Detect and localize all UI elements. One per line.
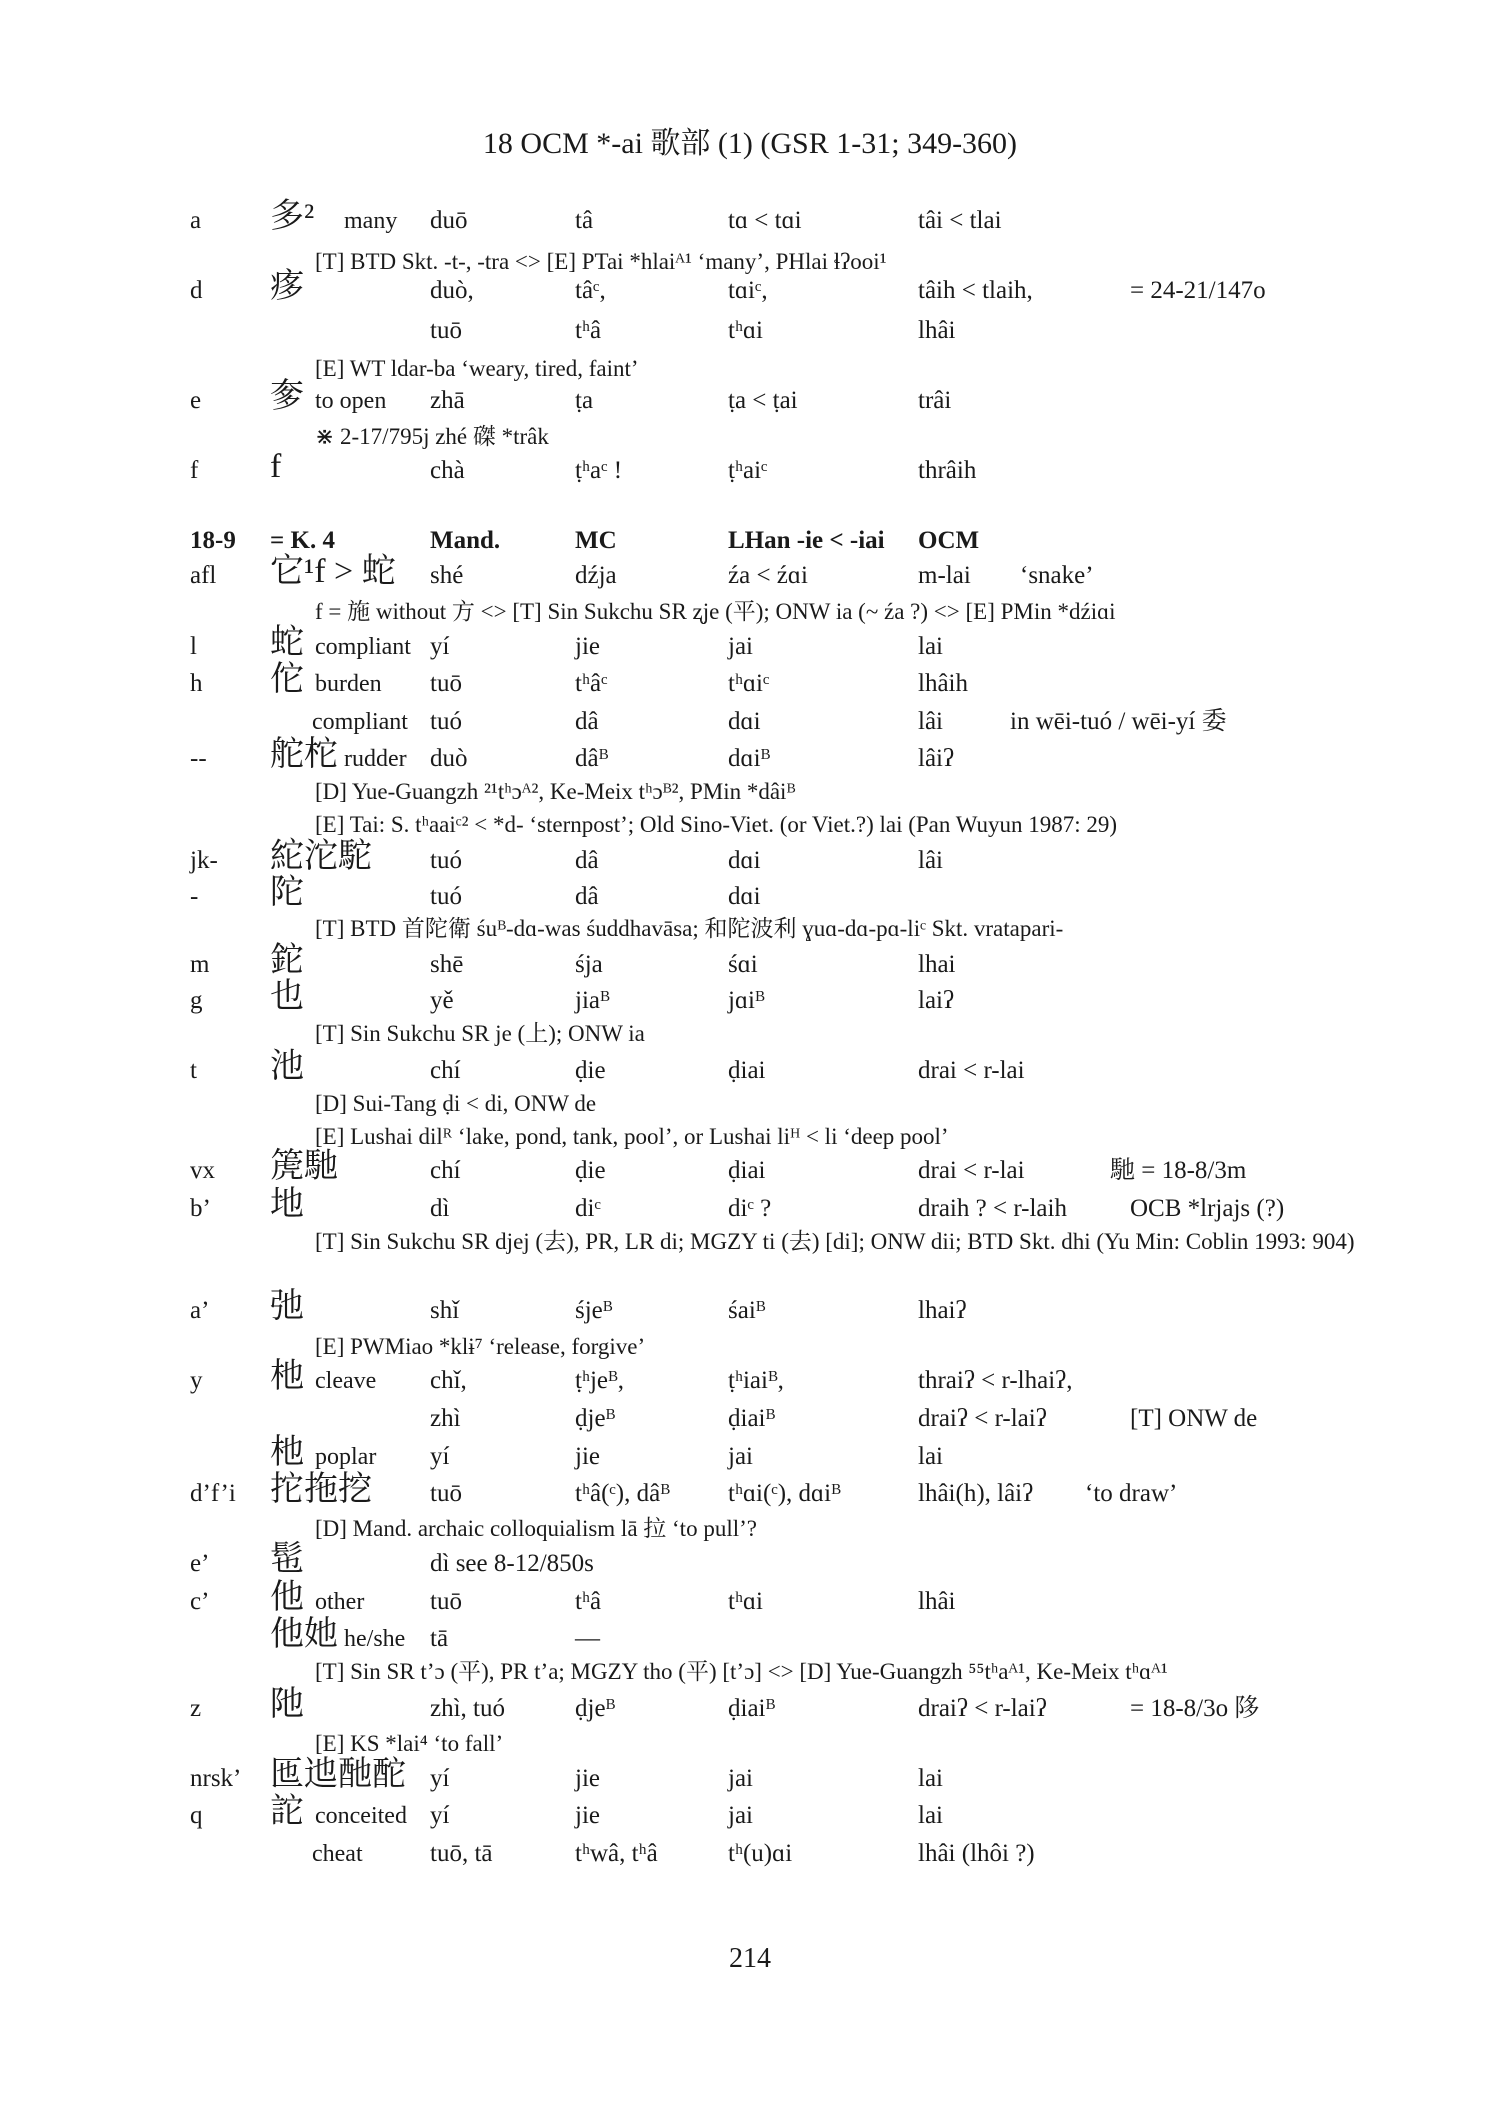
- entry-row: [0, 1471, 1500, 1513]
- entry-mand: tuō: [430, 317, 462, 344]
- entry-note: [T] Sin Sukchu SR je (上); ONW ia: [315, 1021, 645, 1046]
- entry-ocm: m-lai: [918, 562, 971, 589]
- entry-mand: shǐ: [430, 1297, 460, 1324]
- entry-id: nrsk’: [190, 1765, 242, 1792]
- entry-row: [0, 1434, 1500, 1476]
- entry-mc: tʰâ: [575, 1588, 602, 1615]
- entry-note: [D] Mand. archaic colloquialism lā 拉 ‘to pull’?: [315, 1516, 757, 1541]
- entry-mand: dì see 8-12/850s: [430, 1550, 594, 1577]
- entry-mand: duò,: [430, 277, 474, 304]
- entry-row: [0, 312, 1500, 350]
- entry-mc: tâᶜ,: [575, 277, 606, 304]
- entry-ocm: lhâih: [918, 670, 968, 697]
- entry-id: f: [190, 457, 199, 484]
- entry-ch: 杝: [270, 1358, 304, 1395]
- entry-ocm: OCM: [918, 527, 980, 554]
- entry-ch: 拕拖挖: [270, 1471, 372, 1508]
- entry-ch: 它¹f > 蛇: [270, 553, 396, 590]
- entry-row: [0, 1148, 1500, 1190]
- entry-id: q: [190, 1802, 203, 1829]
- entry-row: [0, 978, 1500, 1020]
- entry-mc: ḍie: [575, 1057, 606, 1084]
- entry-id: z: [190, 1695, 202, 1722]
- entry-lhan: ḍiaiᴮ: [728, 1405, 776, 1432]
- entry-row: [0, 703, 1500, 741]
- entry-lhan: diᶜ ?: [728, 1195, 772, 1222]
- entry-mc: dâᴮ: [575, 745, 609, 772]
- entry-mc: ṭʰjeᴮ,: [575, 1367, 624, 1394]
- entry-row: [0, 1835, 1500, 1873]
- entry-mand: yí: [430, 1802, 450, 1829]
- entry-note: [T] Sin Sukchu SR djej (去), PR, LR di; MGZY ti (去) [di]; ONW dii; BTD Skt. dhi (Yu Min: Coblin 1993: 904): [315, 1229, 1355, 1254]
- entry-lhan: dɑi: [728, 847, 761, 874]
- entry-row: [0, 1358, 1500, 1400]
- entry-ch: 池: [270, 1048, 304, 1085]
- entry-mand: tuó: [430, 883, 462, 910]
- entry-ch: 蛇: [270, 624, 304, 661]
- entry-row: [0, 1616, 1500, 1658]
- page-number: 214: [729, 1943, 771, 1974]
- entry-mc: ḍjeᴮ: [575, 1695, 616, 1722]
- entry-gl: poplar: [315, 1444, 377, 1470]
- entry-row: [0, 1579, 1500, 1621]
- entry-note: [T] BTD Skt. -t-, -tra <> [E] PTai *hlaiᴬ¹ ‘many’, PHlai ɬʔooi¹: [315, 249, 887, 274]
- entry-mand: zhā: [430, 387, 465, 414]
- entry-id: afl: [190, 562, 217, 589]
- entry-note: [D] Yue-Guangzh ²¹tʰɔᴬ², Ke-Meix tʰɔᴮ², PMin *dâiᴮ: [315, 779, 796, 804]
- entry-mc: —: [575, 1625, 600, 1652]
- entry-xref: ‘to draw’: [1085, 1480, 1178, 1507]
- entry-row: [0, 838, 1500, 880]
- entry-lhan: tɑ < tɑi: [728, 207, 802, 234]
- entry-lhan: ṭʰaiᶜ: [728, 457, 768, 484]
- entry-row: [0, 378, 1500, 420]
- entry-mc: ḍie: [575, 1157, 606, 1184]
- entry-lhan: jɑiᴮ: [728, 987, 765, 1014]
- entry-gl: cleave: [315, 1368, 377, 1394]
- entry-ch: 他: [270, 1579, 304, 1616]
- entry-gl: many: [344, 208, 398, 234]
- entry-id: c’: [190, 1588, 210, 1615]
- page-header: 18 OCM *-ai 歌部 (1) (GSR 1-31; 349-360): [482, 127, 1018, 160]
- entry-mand: tuó: [430, 847, 462, 874]
- entry-lhan: ḍiaiᴮ: [728, 1695, 776, 1722]
- entry-ch: 阤: [270, 1686, 304, 1723]
- entry-mc: dźja: [575, 562, 617, 589]
- entry-ocm: drai < r-lai: [918, 1057, 1025, 1084]
- entry-ocm: thraiʔ < r-lhaiʔ,: [918, 1367, 1073, 1394]
- entry-mc: tʰwâ, tʰâ: [575, 1840, 658, 1867]
- entry-ocm: lhâi: [918, 317, 956, 344]
- entry-ocm: lhaiʔ: [918, 1297, 967, 1324]
- entry-row: [0, 1756, 1500, 1798]
- entry-gl: rudder: [344, 746, 407, 772]
- entry-lhan: jai: [728, 1765, 753, 1792]
- entry-gl: conceited: [315, 1803, 407, 1829]
- entry-note: [T] Sin SR t’ɔ (平), PR t’a; MGZY tho (平) [t’ɔ] <> [D] Yue-Guangzh ⁵⁵tʰaᴬ¹, Ke-Meix tʰɑᴬ¹: [315, 1659, 1168, 1684]
- entry-lhan: jai: [728, 1802, 753, 1829]
- entry-mand: zhì: [430, 1405, 461, 1432]
- entry-mc: tʰâ(ᶜ), dâᴮ: [575, 1480, 670, 1507]
- entry-id: a: [190, 207, 202, 234]
- entry-mand: yí: [430, 633, 450, 660]
- entry-lhan: ṭa < ṭai: [728, 387, 798, 414]
- entry-xref: 馳 = 18-8/3m: [1110, 1157, 1247, 1184]
- entry-mc: jie: [575, 633, 600, 660]
- entry-lhan: tʰɑi: [728, 317, 763, 344]
- entry-mc: ṭa: [575, 387, 594, 414]
- entry-note: ⋇ 2-17/795j zhé 磔 *trâk: [315, 424, 549, 449]
- entry-row: [0, 1541, 1500, 1583]
- section-header-row: [0, 522, 1500, 560]
- entry-ocm: lai: [918, 1443, 943, 1470]
- entry-ocm: tâih < tlaih,: [918, 277, 1033, 304]
- entry-id: d’f’i: [190, 1480, 236, 1507]
- entry-ocm: draiʔ < r-laiʔ: [918, 1405, 1047, 1432]
- entry-id: -: [190, 883, 199, 910]
- entry-mand: yě: [430, 987, 454, 1014]
- entry-mc: ṭʰaᶜ !: [575, 457, 623, 484]
- entry-gl: burden: [315, 671, 382, 697]
- entry-mand: tā: [430, 1625, 449, 1652]
- entry-mand: Mand.: [430, 527, 501, 554]
- entry-mand: dì: [430, 1195, 450, 1222]
- entry-row: [0, 874, 1500, 916]
- entry-mand: chǐ,: [430, 1367, 467, 1394]
- entry-id: l: [190, 633, 197, 660]
- entry-ch: 佗: [270, 661, 304, 698]
- entry-row: [0, 942, 1500, 984]
- entry-note: [E] Lushai dilᴿ ‘lake, pond, tank, pool’, or Lushai liᴴ < li ‘deep pool’: [315, 1124, 949, 1149]
- entry-row: [0, 624, 1500, 666]
- entry-mand: tuō: [430, 1588, 462, 1615]
- entry-ocm: lhâi: [918, 1588, 956, 1615]
- entry-lhan: dɑi: [728, 708, 761, 735]
- entry-xref: in wēi-tuó / wēi-yí 委: [1010, 708, 1227, 735]
- entry-id: y: [190, 1367, 203, 1394]
- entry-ocm: lâiʔ: [918, 745, 955, 772]
- entry-ch: 舵柁: [270, 736, 338, 773]
- entry-lhan: dɑiᴮ: [728, 745, 771, 772]
- entry-ocm: lâi: [918, 847, 943, 874]
- entry-ocm: lâi: [918, 708, 943, 735]
- entry-row: [0, 1048, 1500, 1090]
- entry-mand: tuō: [430, 670, 462, 697]
- entry-mc: dâ: [575, 883, 599, 910]
- entry-id: b’: [190, 1195, 211, 1222]
- entry-lhan: śɑi: [728, 951, 758, 978]
- entry-mand: shé: [430, 562, 464, 589]
- entry-xref: = 24-21/147o: [1130, 277, 1266, 304]
- entry-note: [D] Sui-Tang ḍi < di, ONW de: [315, 1091, 597, 1116]
- entry-note: [T] BTD 首陀衛 śuᴮ-dɑ-was śuddhavāsa; 和陀波利 ɣuɑ-dɑ-pɑ-liᶜ Skt. vratapari-: [315, 916, 1064, 941]
- entry-mc: dâ: [575, 847, 599, 874]
- entry-row: [0, 661, 1500, 703]
- entry-note: [E] Tai: S. tʰaaiᶜ² < *d- ‘sternpost’; Old Sino-Viet. (or Viet.?) lai (Pan Wuyun 1987: 29): [315, 812, 1118, 837]
- entry-mc: jie: [575, 1765, 600, 1792]
- entry-lhan: tʰ(u)ɑi: [728, 1840, 793, 1867]
- entry-id: a’: [190, 1297, 210, 1324]
- entry-ocm: laiʔ: [918, 987, 955, 1014]
- entry-gl: compliant: [315, 634, 411, 660]
- entry-id: g: [190, 987, 203, 1014]
- entry-id: vx: [190, 1157, 215, 1184]
- entry-ch: 箎馳: [270, 1148, 338, 1185]
- entry-mc: dâ: [575, 708, 599, 735]
- entry-row: [0, 1186, 1500, 1228]
- entry-row: [0, 448, 1500, 490]
- entry-mand: tuō: [430, 1480, 462, 1507]
- entry-xref: OCB *lrjajs (?): [1130, 1195, 1285, 1222]
- entry-gl: he/she: [344, 1626, 406, 1652]
- entry-mand: tuō, tā: [430, 1840, 493, 1867]
- entry-mc: tâ: [575, 207, 594, 234]
- entry-ocm: drai < r-lai: [918, 1157, 1025, 1184]
- entry-id: m: [190, 951, 210, 978]
- entry-lhan: tʰɑi(ᶜ), dɑiᴮ: [728, 1480, 841, 1507]
- entry-lhan: jai: [728, 633, 753, 660]
- entry-ch: 匜迆酏酡: [270, 1756, 406, 1793]
- entry-mand: shē: [430, 951, 464, 978]
- entry-gl: to open: [315, 388, 387, 414]
- entry-lhan: tʰɑi: [728, 1588, 763, 1615]
- entry-note: [E] KS *lai⁴ ‘to fall’: [315, 1731, 504, 1756]
- entry-ocm: trâi: [918, 387, 952, 414]
- entry-mc: śjeᴮ: [575, 1297, 613, 1324]
- entry-ocm: lai: [918, 633, 943, 660]
- entry-ch: 陀: [270, 874, 304, 911]
- entry-ch: 他她: [270, 1616, 338, 1653]
- entry-ch: 弛: [270, 1288, 304, 1325]
- entry-lhan: źa < źɑi: [728, 562, 808, 589]
- entry-id: 18-9: [190, 527, 236, 554]
- entry-lhan: tʰɑiᶜ: [728, 670, 770, 697]
- entry-id: h: [190, 670, 203, 697]
- entry-row: [0, 1793, 1500, 1835]
- entry-mand: duò: [430, 745, 468, 772]
- entry-row: [0, 1288, 1500, 1330]
- entry-lhan: dɑi: [728, 883, 761, 910]
- entry-mand: yí: [430, 1443, 450, 1470]
- entry-ch: 痑: [270, 268, 304, 305]
- entry-row: [0, 268, 1500, 310]
- entry-id: d: [190, 277, 203, 304]
- entry-mc: jiaᴮ: [575, 987, 610, 1014]
- entry-ch: f: [270, 448, 282, 485]
- entry-row: [0, 198, 1500, 240]
- entry-ch: 杝: [270, 1434, 304, 1471]
- entry-ocm: lhâi (lhôi ?): [918, 1840, 1035, 1867]
- entry-mc: śja: [575, 951, 603, 978]
- entry-lhan: ḍiai: [728, 1057, 766, 1084]
- entry-ch: 鉈: [270, 942, 304, 979]
- entry-mc: tʰâ: [575, 317, 602, 344]
- entry-mc: MC: [575, 527, 617, 554]
- entry-mc: jie: [575, 1802, 600, 1829]
- entry-mc: diᶜ: [575, 1195, 601, 1222]
- entry-ch: = K. 4: [270, 527, 335, 554]
- entry-xref: = 18-8/3o 陊: [1130, 1695, 1260, 1722]
- entry-ch: 也: [270, 978, 304, 1015]
- entry-row: [0, 1400, 1500, 1438]
- entry-id: --: [190, 745, 207, 772]
- entry-ch: 紽沱駝: [270, 838, 372, 875]
- entry-ocm: draiʔ < r-laiʔ: [918, 1695, 1047, 1722]
- entry-ocm: tâi < tlai: [918, 207, 1002, 234]
- entry-lhan: tɑiᶜ,: [728, 277, 768, 304]
- entry-mand: zhì, tuó: [430, 1695, 505, 1722]
- entry-gl: cheat: [312, 1841, 363, 1867]
- entry-lhan: ṭʰiaiᴮ,: [728, 1367, 784, 1394]
- entry-lhan: LHan -ie < -iai: [728, 527, 885, 554]
- entry-mc: tʰâᶜ: [575, 670, 608, 697]
- entry-mc: ḍjeᴮ: [575, 1405, 616, 1432]
- entry-row: [0, 736, 1500, 778]
- entry-mand: chí: [430, 1157, 461, 1184]
- entry-id: t: [190, 1057, 197, 1084]
- entry-ocm: thrâih: [918, 457, 977, 484]
- entry-id: jk-: [190, 847, 218, 874]
- entry-mand: chà: [430, 457, 465, 484]
- entry-ch: 髢: [270, 1541, 304, 1578]
- entry-gl: compliant: [312, 709, 408, 735]
- entry-xref: [T] ONW de: [1130, 1405, 1258, 1432]
- entry-note: f = 施 without 方 <> [T] Sin Sukchu SR ʐje (平); ONW ia (~ źa ?) <> [E] PMin *dźiɑi: [315, 599, 1116, 624]
- entry-gl: other: [315, 1589, 365, 1615]
- entry-id: e: [190, 387, 202, 414]
- entry-mand: chí: [430, 1057, 461, 1084]
- entry-mand: yí: [430, 1765, 450, 1792]
- entry-ocm: draih ? < r-laih: [918, 1195, 1067, 1222]
- entry-ocm: lai: [918, 1802, 943, 1829]
- entry-note: [E] PWMiao *klɨ⁷ ‘release, forgive’: [315, 1334, 646, 1359]
- entry-ch: 地: [270, 1186, 304, 1223]
- entry-lhan: jai: [728, 1443, 753, 1470]
- entry-row: [0, 1686, 1500, 1728]
- entry-ocm: lhâi(h), lâiʔ: [918, 1480, 1034, 1507]
- entry-mc: jie: [575, 1443, 600, 1470]
- entry-row: [0, 553, 1500, 595]
- entry-xref: ‘snake’: [1020, 562, 1094, 589]
- entry-mand: tuó: [430, 708, 462, 735]
- entry-ch: 詑: [270, 1793, 304, 1830]
- entry-ch: 多²: [270, 198, 315, 235]
- entry-lhan: śaiᴮ: [728, 1297, 766, 1324]
- entry-mand: duō: [430, 207, 468, 234]
- entry-ocm: lhai: [918, 951, 956, 978]
- entry-lhan: ḍiai: [728, 1157, 766, 1184]
- entry-ch: 奓: [270, 378, 304, 415]
- entry-ocm: lai: [918, 1765, 943, 1792]
- entry-note: [E] WT ldar-ba ‘weary, tired, faint’: [315, 356, 639, 381]
- entry-id: e’: [190, 1550, 210, 1577]
